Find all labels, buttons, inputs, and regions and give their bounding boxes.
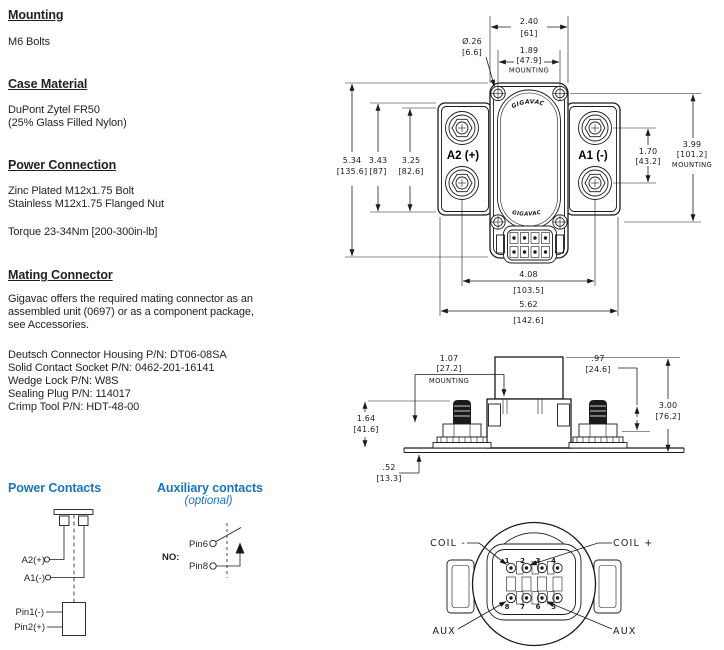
dim-mountw-in: 1.89 <box>519 46 539 55</box>
pin6-label: Pin6 <box>188 539 208 550</box>
svg-text:3: 3 <box>535 557 541 565</box>
dim-stud-mm: [24.6] <box>585 365 611 374</box>
terminal-a1-top <box>579 112 612 145</box>
case-material-heading: Case Material <box>8 77 88 91</box>
terminal-a2-bottom <box>446 167 479 200</box>
svg-text:6: 6 <box>535 603 541 611</box>
schematic-pin1-label: Pin1(-) <box>15 607 44 618</box>
svg-text:7: 7 <box>520 603 525 611</box>
connector-tab-left <box>447 560 474 613</box>
dim-mountw-note: MOUNTING <box>508 66 550 75</box>
svg-text:8: 8 <box>504 603 510 611</box>
svg-text:4: 4 <box>551 557 556 565</box>
aux-contacts-schematic <box>162 523 245 578</box>
bottom-view <box>430 523 653 646</box>
dim-caseh-in: 3.43 <box>368 156 388 165</box>
side-body <box>487 399 571 448</box>
case-material-line1: DuPont Zytel FR50 <box>8 104 100 116</box>
part-number-housing: Deutsch Connector Housing P/N: DT06-08SA <box>8 349 227 361</box>
dim-mounth-mm: [101.2] <box>676 150 708 159</box>
terminal-a2-top <box>446 112 479 145</box>
dim-termh-mm: [103.5] <box>513 286 544 295</box>
schematic-a1-label: A1(-) <box>23 573 45 584</box>
dim-mountw-mm: [47.9] <box>516 56 542 65</box>
svg-text:2: 2 <box>520 557 525 565</box>
side-bolt-right <box>569 400 627 448</box>
dim-sidemount-mm: [27.2] <box>436 364 462 373</box>
front-view <box>337 16 712 325</box>
dim-mounth-note: MOUNTING <box>671 161 713 169</box>
power-connection-line1: Zinc Plated M12x1.75 Bolt <box>8 185 134 197</box>
mating-connector-para2: assembled unit (0697) or as a component package, <box>8 306 254 318</box>
power-contacts-schematic <box>14 510 93 636</box>
svg-text:1: 1 <box>504 557 510 565</box>
power-connection-heading: Power Connection <box>8 158 117 172</box>
dim-bolth-mm: [41.6] <box>353 425 379 434</box>
coil-plus-label: COIL + <box>613 538 654 549</box>
part-number-plug: Sealing Plug P/N: 114017 <box>8 388 131 400</box>
dim-totalw-mm: [142.6] <box>513 316 544 325</box>
terminal-label-a1: A1 (-) <box>578 150 608 162</box>
dim-bolth-in: 1.64 <box>356 414 376 423</box>
mating-connector-para3: see Accessories. <box>8 319 89 331</box>
mounting-heading: Mounting <box>8 8 64 22</box>
connector-tab-right <box>594 560 621 613</box>
front-connector <box>497 226 564 263</box>
part-number-wedge: Wedge Lock P/N: W8S <box>8 375 119 387</box>
dim-sideheight-mm: [76.2] <box>655 412 681 421</box>
schematic-a2-label: A2(+) <box>21 555 45 566</box>
pin8-label: Pin8 <box>188 561 208 572</box>
dim-height-mm: [135.6] <box>336 167 368 176</box>
mating-connector-para1: Gigavac offers the required mating connector as an <box>8 293 253 305</box>
dim-caseh-mm: [87] <box>369 167 387 176</box>
part-number-crimp: Crimp Tool P/N: HDT-48-00 <box>8 401 140 413</box>
dim-termv-mm: [43.2] <box>635 157 661 166</box>
svg-text:5: 5 <box>551 603 556 611</box>
aux-contacts-heading: Auxiliary contacts <box>157 481 263 495</box>
side-top-block <box>495 357 563 399</box>
coil-minus-label: COIL - <box>430 538 466 549</box>
dim-totalw-in: 5.62 <box>519 300 538 309</box>
dim-mounth-in: 3.99 <box>682 140 702 149</box>
power-contacts-heading: Power Contacts <box>8 481 102 495</box>
dim-base-mm: [13.3] <box>376 474 402 483</box>
contact-bar <box>54 510 93 515</box>
logo-bottom: GIGAVAC <box>511 209 542 218</box>
dim-innerh-in: 3.25 <box>401 156 421 165</box>
dim-sidemount-in: 1.07 <box>439 354 459 363</box>
aux-left-label: AUX <box>432 626 456 637</box>
dim-hole-in: Ø.26 <box>462 37 482 46</box>
terminal-label-a2: A2 (+) <box>446 150 480 162</box>
power-connection-line2: Stainless M12x1.75 Flanged Nut <box>8 198 164 210</box>
dim-stud-in: .97 <box>591 354 605 363</box>
aux-contacts-subheading: (optional) <box>184 495 233 507</box>
dim-termh-in: 4.08 <box>519 270 538 279</box>
aux-right-label: AUX <box>613 626 637 637</box>
dim-sideheight-in: 3.00 <box>658 401 678 410</box>
side-view <box>353 354 684 483</box>
logo-top: GIGAVAC <box>510 98 546 111</box>
dim-sidemount-note: MOUNTING <box>428 377 470 385</box>
aux-arrow <box>236 543 245 554</box>
dim-width-in: 2.40 <box>519 17 539 26</box>
connector-shell <box>487 544 581 620</box>
mounting-body: M6 Bolts <box>8 36 50 48</box>
power-connection-torque: Torque 23-34Nm [200-300in-lb] <box>8 226 158 238</box>
dim-innerh-mm: [82.6] <box>398 167 424 176</box>
coil-box <box>63 603 86 636</box>
dim-height-in: 5.34 <box>342 156 362 165</box>
schematic-pin2-label: Pin2(+) <box>14 622 45 633</box>
dim-termv-in: 1.70 <box>638 147 658 156</box>
terminal-a1-bottom <box>579 167 612 200</box>
case-material-line2: (25% Glass Filled Nylon) <box>8 117 127 129</box>
dim-width-mm: [61] <box>520 29 538 38</box>
dim-hole-mm: [6.6] <box>462 48 482 57</box>
side-bolt-left <box>433 400 491 448</box>
no-label: NO: <box>162 552 180 563</box>
dim-base-in: .52 <box>382 463 396 472</box>
part-number-socket: Solid Contact Socket P/N: 0462-201-16141 <box>8 362 215 374</box>
mating-connector-heading: Mating Connector <box>8 268 113 282</box>
